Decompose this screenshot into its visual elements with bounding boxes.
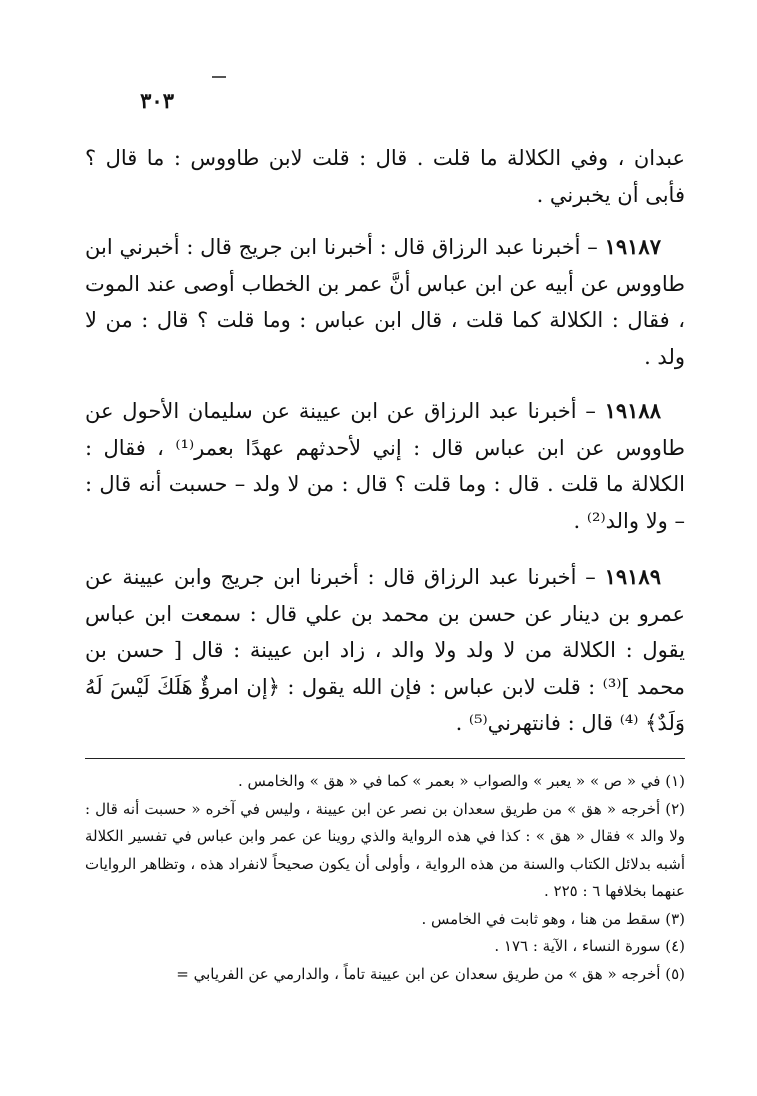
footnote-2: (٢) أخرجه « هق » من طريق سعدان بن نصر عن ابن عيينة ، وليس في آخره « حسبت أنه قال : ولا والد » فقال « هق » : كذا في هذه الرواية والذي روينا عن عمر وابن عباس في تفسير الكلالة أشبه بدلائل الكتاب والسنة من هذه الرواية ، وأولى أن يكون صحيحاً لانفراد هذه ، وتظاهر الروايات عنهما بخلافها ٦ : ٢٢٥ . — [85, 799, 685, 900]
hadith-text: – أخبرنا عبد الرزاق عن ابن عيينة عن سليمان الأحول عن طاووس عن ابن عباس قال : إني لأحدثهم عهدًا بعمر⁽¹⁾ ، فقال : الكلالة ما قلت . قال : وما قلت ؟ قال : من لا ولد – حسبت أنه قال : – ولا والد⁽²⁾ . — [85, 399, 685, 533]
hadith-text: – أخبرنا عبد الرزاق قال : أخبرنا ابن جريج قال : أخبرني ابن طاووس عن أبيه عن ابن عباس أنَّ عمر بن الخطاب أوصى عند الموت ، فقال : الكلالة كما قلت ، قال ابن عباس : وما قلت ؟ قال : من لا ولد . — [85, 235, 685, 369]
hadith-paragraph — [85, 393, 685, 539]
hadith-text: – أخبرنا عبد الرزاق قال : أخبرنا ابن جريج وابن عيينة عن عمرو بن دينار عن حسن بن محمد بن علي قال : سمعت ابن عباس يقول : الكلالة من لا ولد ولا والد ، زاد ابن عيينة : قال [ حسن بن محمد ]⁽³⁾ : قلت لابن عباس : فإن الله يقول : ﴿إن امرؤٌ هَلَكَ لَيْسَ لَهُ وَلَدٌ﴾ ⁽⁴⁾ قال : فانتهرني⁽⁵⁾ . — [85, 565, 685, 736]
footnote-3: (٣) سقط من هنا ، وهو ثابت في الخامس . — [421, 909, 685, 928]
footnotes — [85, 768, 685, 988]
page-number: ٣٠٣ — [140, 88, 174, 113]
paragraph-text: عبدان ، وفي الكلالة ما قلت . قال : قلت لابن طاووس : ما قال ؟ فأبى أن يخبرني . — [85, 146, 685, 207]
footnote-divider — [85, 758, 685, 759]
hadith-19187 — [85, 229, 685, 375]
hadith-number: ١٩١٨٩ — [604, 564, 661, 589]
footnote-4: (٤) سورة النساء ، الآية : ١٧٦ . — [494, 937, 685, 955]
footnote-1: (١) في « ص » « يعبر » والصواب « بعمر » كما في « هق » والخامس . — [237, 772, 685, 790]
hadith-number: ١٩١٨٨ — [604, 398, 661, 423]
footnote-5: (٥) أخرجه « هق » من طريق سعدان عن ابن عيينة تاماً ، والدارمي عن الفريابي = — [176, 964, 685, 983]
paragraph-continuation — [85, 140, 685, 213]
printer-mark — [212, 76, 226, 78]
hadith-number: ١٩١٨٧ — [604, 234, 661, 259]
hadith-paragraph — [85, 229, 685, 375]
hadith-paragraph — [85, 559, 685, 742]
hadith-19189 — [85, 559, 685, 742]
hadith-19188 — [85, 393, 685, 539]
